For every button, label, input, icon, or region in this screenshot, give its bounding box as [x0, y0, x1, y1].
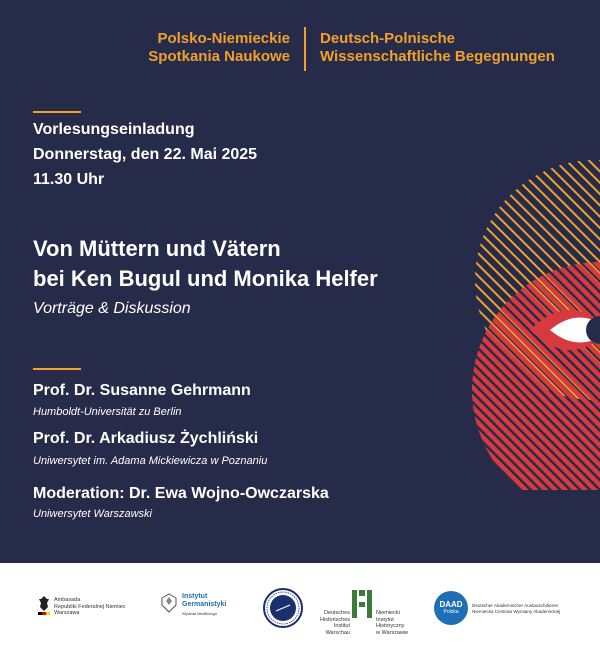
embassy-line2: Republiki Federalnej Niemiec [54, 603, 126, 610]
event-time: 11.30 Uhr [33, 171, 105, 188]
header-german [320, 30, 555, 66]
speaker-2-affiliation: Uniwersytet im. Adama Mickiewicza w Poznaniu [33, 455, 268, 467]
dhi-line2: Historisches Institut [320, 616, 350, 629]
nih-line3: w Warszawie [376, 629, 409, 636]
embassy-line1: Ambasada [54, 597, 81, 603]
institute-line1: Instytut [182, 593, 208, 600]
daad-badge-sub: Polska [443, 609, 459, 615]
daad-badge-text: DAAD [439, 600, 463, 609]
header-polish [148, 30, 290, 66]
daad-badge [434, 591, 468, 625]
hi-monogram-icon [350, 588, 374, 620]
partner-logos-bar [0, 563, 600, 649]
moderator-name: Moderation: Dr. Ewa Wojno-Owczarska [33, 485, 329, 502]
german-eagle-icon [38, 595, 50, 615]
institute-line2: Germanistyki [182, 601, 227, 608]
daad-line1: Deutscher Akademischer Austauschdienst [472, 603, 558, 608]
university-crest-icon [160, 593, 178, 613]
society-seal-logo [262, 587, 304, 634]
divider-rule-bottom [33, 368, 81, 370]
seal-icon [262, 587, 304, 629]
header-german-line1: Deutsch-Polnische [320, 30, 456, 47]
event-type: Vorlesungseinladung [33, 121, 195, 138]
decorative-eye-graphic [430, 150, 600, 490]
event-date: Donnerstag, den 22. Mai 2025 [33, 146, 258, 163]
divider-rule-top [33, 111, 81, 113]
moderator-affiliation: Uniwersytet Warszawski [33, 508, 152, 520]
institute-sub: Wydział Neofilologii [182, 611, 217, 616]
subtitle: Vorträge & Diskussion [33, 300, 191, 317]
embassy-line3: Warszawa [54, 610, 80, 616]
speaker-1-affiliation: Humboldt-Universität zu Berlin [33, 406, 182, 418]
speaker-2-name: Prof. Dr. Arkadiusz Żychliński [33, 430, 259, 447]
header-german-line2: Wissenschaftliche Begegnungen [320, 48, 555, 65]
header-polish-line2: Spotkania Naukowe [148, 48, 290, 65]
header-divider [304, 27, 306, 71]
header-polish-line1: Polsko-Niemieckie [157, 30, 290, 47]
speaker-1-name: Prof. Dr. Susanne Gehrmann [33, 382, 251, 399]
nih-line2: Instytut Historyczny [376, 616, 405, 629]
dhi-line1: Deutsches [324, 610, 350, 616]
title-line2: bei Ken Bugul und Monika Helfer [33, 266, 378, 291]
nih-line1: Niemiecki [376, 610, 400, 616]
title-line1: Von Müttern und Vätern [33, 236, 281, 261]
dhi-line3: Warschau [325, 629, 350, 636]
header [0, 30, 600, 70]
daad-line2: Niemiecka Centrala Wymiany Akademickiej [472, 609, 561, 614]
